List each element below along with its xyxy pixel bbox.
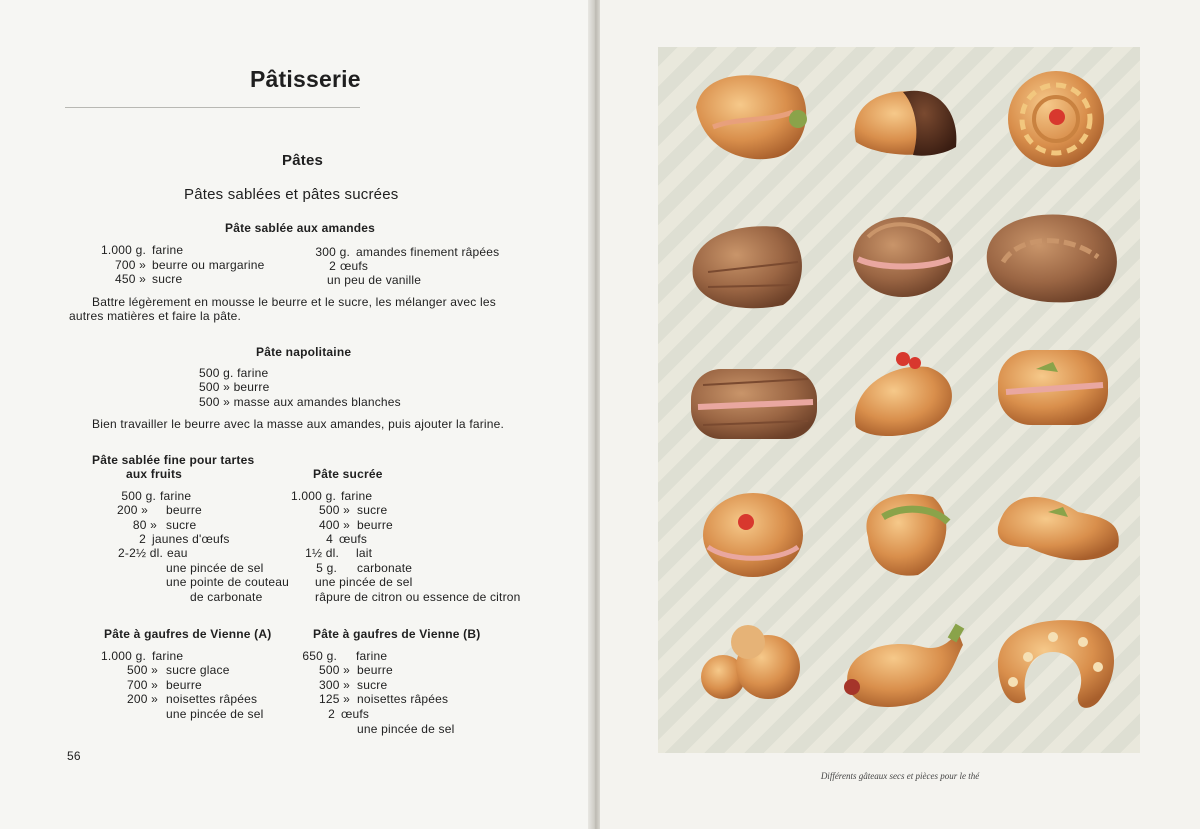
instruction-text: Battre légèrement en mousse le beurre et le sucre, les mélanger avec les <box>92 295 496 309</box>
ingredient-item: farine <box>356 649 388 663</box>
pastry-twist-angelica <box>866 494 948 576</box>
instruction-text: autres matières et faire la pâte. <box>69 309 242 323</box>
ingredient-item: beurre <box>357 518 393 532</box>
ingredient-qty: 650 g. <box>302 649 337 663</box>
ingredient-item: sucre <box>152 272 183 286</box>
left-page <box>0 0 590 829</box>
ingredient-line: 500 g. farine <box>199 366 269 380</box>
ingredient-item: sucre <box>166 518 197 532</box>
ingredient-qty: 4 <box>326 532 333 546</box>
page-number: 56 <box>67 749 81 763</box>
ingredient-item: une pointe de couteau <box>166 575 289 589</box>
ingredient-qty: 500 » <box>318 663 350 677</box>
pastry-shell-pistachio <box>696 75 807 159</box>
recipe-title: Pâte à gaufres de Vienne (A) <box>104 627 272 641</box>
ingredient-item: farine <box>160 489 192 503</box>
ingredient-qty: 1.000 g. <box>101 649 146 663</box>
pastry-finger-angelica <box>998 350 1108 425</box>
section-heading: Pâtes <box>282 152 324 169</box>
pastry-swirl-sandwich <box>853 217 953 297</box>
ingredient-item: farine <box>152 243 184 257</box>
pastry-shell-plain <box>693 226 802 308</box>
ingredient-item: œufs <box>339 532 368 546</box>
ingredient-qty: 5 g. <box>316 561 337 575</box>
ingredient-item: noisettes râpées <box>166 692 258 706</box>
pastry-rosette-cherry <box>1008 71 1104 167</box>
ingredient-qty: 700 » <box>114 258 146 272</box>
ingredient-qty: 200 » <box>126 692 158 706</box>
subsection-heading: Pâtes sablées et pâtes sucrées <box>184 186 399 203</box>
ingredient-item: sucre <box>357 503 388 517</box>
ingredient-item: beurre ou margarine <box>152 258 265 272</box>
ingredient-qty: 500 » <box>318 503 350 517</box>
ingredient-qty: 450 » <box>114 272 146 286</box>
ingredient-item: une pincée de sel <box>315 575 413 589</box>
page-title: Pâtisserie <box>250 66 361 92</box>
ingredient-qty: 1½ dl. <box>305 546 339 560</box>
title-rule <box>65 107 360 108</box>
ingredient-item: beurre <box>166 503 202 517</box>
recipe-title: aux fruits <box>126 467 183 481</box>
ingredient-item: une pincée de sel <box>357 722 455 736</box>
ingredient-qty: 300 » <box>318 678 350 692</box>
recipe-title: Pâte à gaufres de Vienne (B) <box>313 627 481 641</box>
ingredient-item: amandes finement râpées <box>356 245 500 259</box>
ingredient-item: carbonate <box>357 561 413 575</box>
ingredient-item: œufs <box>341 707 370 721</box>
ingredient-item: jaunes d'œufs <box>152 532 230 546</box>
pastry-pear-shape <box>844 624 964 707</box>
ingredient-qty: 200 » <box>116 503 148 517</box>
ingredient-item: une pincée de sel <box>166 561 264 575</box>
ingredient-qty: 500 g. <box>121 489 156 503</box>
pastry-s-shape-cherry <box>855 352 952 436</box>
ingredient-item: farine <box>341 489 373 503</box>
pastry-illustration <box>658 47 1140 753</box>
ingredient-item: farine <box>152 649 184 663</box>
ingredient-qty: 80 » <box>132 518 157 532</box>
ingredient-qty: 1.000 g. <box>291 489 336 503</box>
ingredient-qty: 2 <box>329 259 336 273</box>
pastry-chocolate-dipped <box>855 91 957 156</box>
recipe-title: Pâte napolitaine <box>256 345 352 359</box>
pastry-plate-svg <box>658 47 1140 753</box>
ingredient-qty: 2-2½ dl. <box>118 546 163 560</box>
ingredient-line: 500 » beurre <box>199 380 270 394</box>
ingredient-qty: 2 <box>328 707 335 721</box>
ingredient-item: noisettes râpées <box>357 692 449 706</box>
ingredient-item: un peu de vanille <box>327 273 422 287</box>
pastry-piped-rosettes <box>701 625 800 699</box>
ingredient-item: beurre <box>166 678 202 692</box>
ingredient-qty: 500 » <box>126 663 158 677</box>
ingredient-qty: 1.000 g. <box>101 243 146 257</box>
ingredient-qty: 300 g. <box>315 245 350 259</box>
recipe-title: Pâte sucrée <box>313 467 383 481</box>
ingredient-item: beurre <box>357 663 393 677</box>
ingredient-item: œufs <box>340 259 369 273</box>
ingredient-item: sucre glace <box>166 663 230 677</box>
ingredient-qty: 400 » <box>318 518 350 532</box>
instruction-text: Bien travailler le beurre avec la masse aux amandes, puis ajouter la farine. <box>92 417 505 431</box>
ingredient-item: eau <box>167 546 188 560</box>
pastry-crescent-almond <box>998 620 1114 708</box>
ingredient-qty: 700 » <box>126 678 158 692</box>
ingredient-item: râpure de citron ou essence de citron <box>315 590 521 604</box>
recipe-title: Pâte sablée aux amandes <box>225 221 376 235</box>
ingredient-item: sucre <box>357 678 388 692</box>
ingredient-qty: 2 <box>139 532 146 546</box>
ingredient-item: de carbonate <box>190 590 263 604</box>
ingredient-item: lait <box>356 546 373 560</box>
recipe-title: Pâte sablée fine pour tartes <box>92 453 255 467</box>
pastry-s-twist-angelica <box>998 497 1119 560</box>
pastry-swirl-fan <box>987 214 1117 302</box>
pastry-ring-cherry <box>703 493 803 577</box>
ingredient-item: une pincée de sel <box>166 707 264 721</box>
ingredient-qty: 125 » <box>318 692 350 706</box>
illustration-caption: Différents gâteaux secs et pièces pour le thé <box>820 771 980 781</box>
ingredient-line: 500 » masse aux amandes blanches <box>199 395 401 409</box>
pastry-finger-filled <box>691 369 817 439</box>
